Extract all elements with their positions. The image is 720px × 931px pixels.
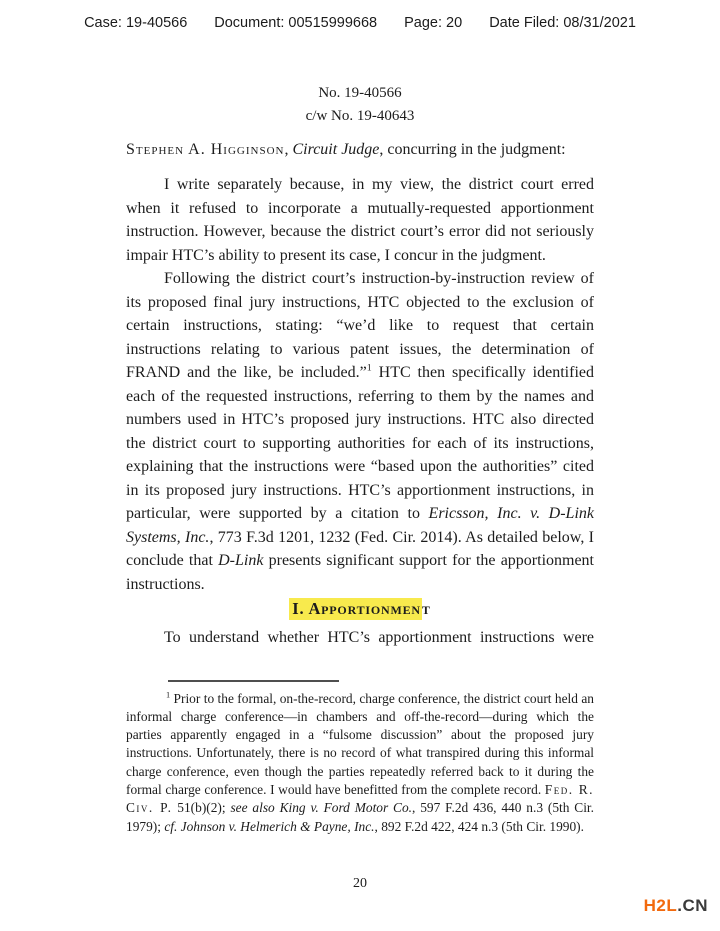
watermark-suffix: .CN <box>677 896 708 915</box>
court-stamp-header <box>0 0 720 31</box>
footnote-1 <box>126 690 594 836</box>
heading-tail: t <box>421 599 431 618</box>
text-run: Fed. R. Civ. P. <box>126 781 594 816</box>
watermark-brand: H2L <box>643 896 678 915</box>
watermark-logo <box>644 896 708 916</box>
text-run: D-Link <box>218 552 264 569</box>
footnote-separator <box>168 680 339 682</box>
text-run: , <box>284 141 293 158</box>
text-run: To understand whether HTC’s apportionment instructions were <box>164 629 594 646</box>
opinion-paragraph-3 <box>126 626 594 650</box>
text-run: HTC then specifically identified each of the requested instructions, referring to them by the names and numbers used in HTC’s proposed jury instructions. HTC also directed the district court to supporting authorities for each of its instructions, explaining that the instructions were “based upon the authorities” cited in its proposed jury instructions. HTC’s apportionment instructions, in particular, were supported by a citation to <box>126 364 594 522</box>
text-run: cf. Johnson v. Helmerich & Payne, Inc. <box>164 818 375 834</box>
text-run: Ericsson, Inc. v. D-Link Systems, Inc. <box>126 505 595 546</box>
judge-byline <box>126 138 594 161</box>
heading-highlight: I. Apportionmen <box>289 598 422 620</box>
stamp-page-number: Page: 20 <box>404 15 463 31</box>
consolidated-case-number: c/w No. 19-40643 <box>305 108 415 124</box>
text-run: 1 <box>366 362 372 374</box>
text-run: I write separately because, in my view, the district court erred when it refused to incorporate a mutually-requested apportionment instruction. However, because the district court’s error did not seriously impair HTC’s ability to present its case, I concur in the judgment. <box>126 176 594 264</box>
stamp-case-number: Case: 19-40566 <box>84 15 188 31</box>
opinion-paragraph-1 <box>126 173 594 267</box>
case-number: No. 19-40566 <box>318 85 402 101</box>
text-run: , 773 F.3d 1201, 1232 (Fed. Cir. 2014). As detailed below, I conclude that <box>126 528 594 569</box>
text-run: , 597 F.2d 436, 440 n.3 (5th Cir. 1979); <box>126 800 594 834</box>
text-run: see also King v. Ford Motor Co. <box>230 800 413 816</box>
text-run: presents significant support for the apportionment instructions. <box>126 552 594 593</box>
text-run: Following the district court’s instruction-by-instruction review of its proposed final jury instructions, HTC objected to the exclusion of certain instructions, stating: “we’d like to request that certain instructions relating to various patent issues, the determination of FRAND and the like, be included.” <box>126 270 594 381</box>
page-number: 20 <box>353 875 367 891</box>
text-run: Stephen A. Higginson <box>126 141 285 158</box>
text-run: , concurring in the judgment: <box>379 141 566 158</box>
text-run: Prior to the formal, on-the-record, charge conference, the district court held an informal charge conference—in chambers and off-the-record—during which the parties apparently engaged in a “fulsome discussion” about the proposed jury instructions. Unfortunately, there is no record of what transpired during this informal charge conference, even though the parties repeatedly referred back to it during the formal charge conference. I would have benefitted from the complete record. <box>126 690 594 797</box>
text-run: 51(b)(2); <box>172 800 231 816</box>
section-heading-apportionment <box>126 599 594 619</box>
opinion-body <box>126 85 594 892</box>
stamp-document-number: Document: 00515999668 <box>214 15 378 31</box>
text-run: , 892 F.2d 422, 424 n.3 (5th Cir. 1990). <box>374 818 584 834</box>
text-run: 1 <box>166 690 171 700</box>
text-run: Circuit Judge <box>292 141 380 158</box>
stamp-date-filed: Date Filed: 08/31/2021 <box>489 15 636 31</box>
opinion-paragraph-2 <box>126 267 594 596</box>
